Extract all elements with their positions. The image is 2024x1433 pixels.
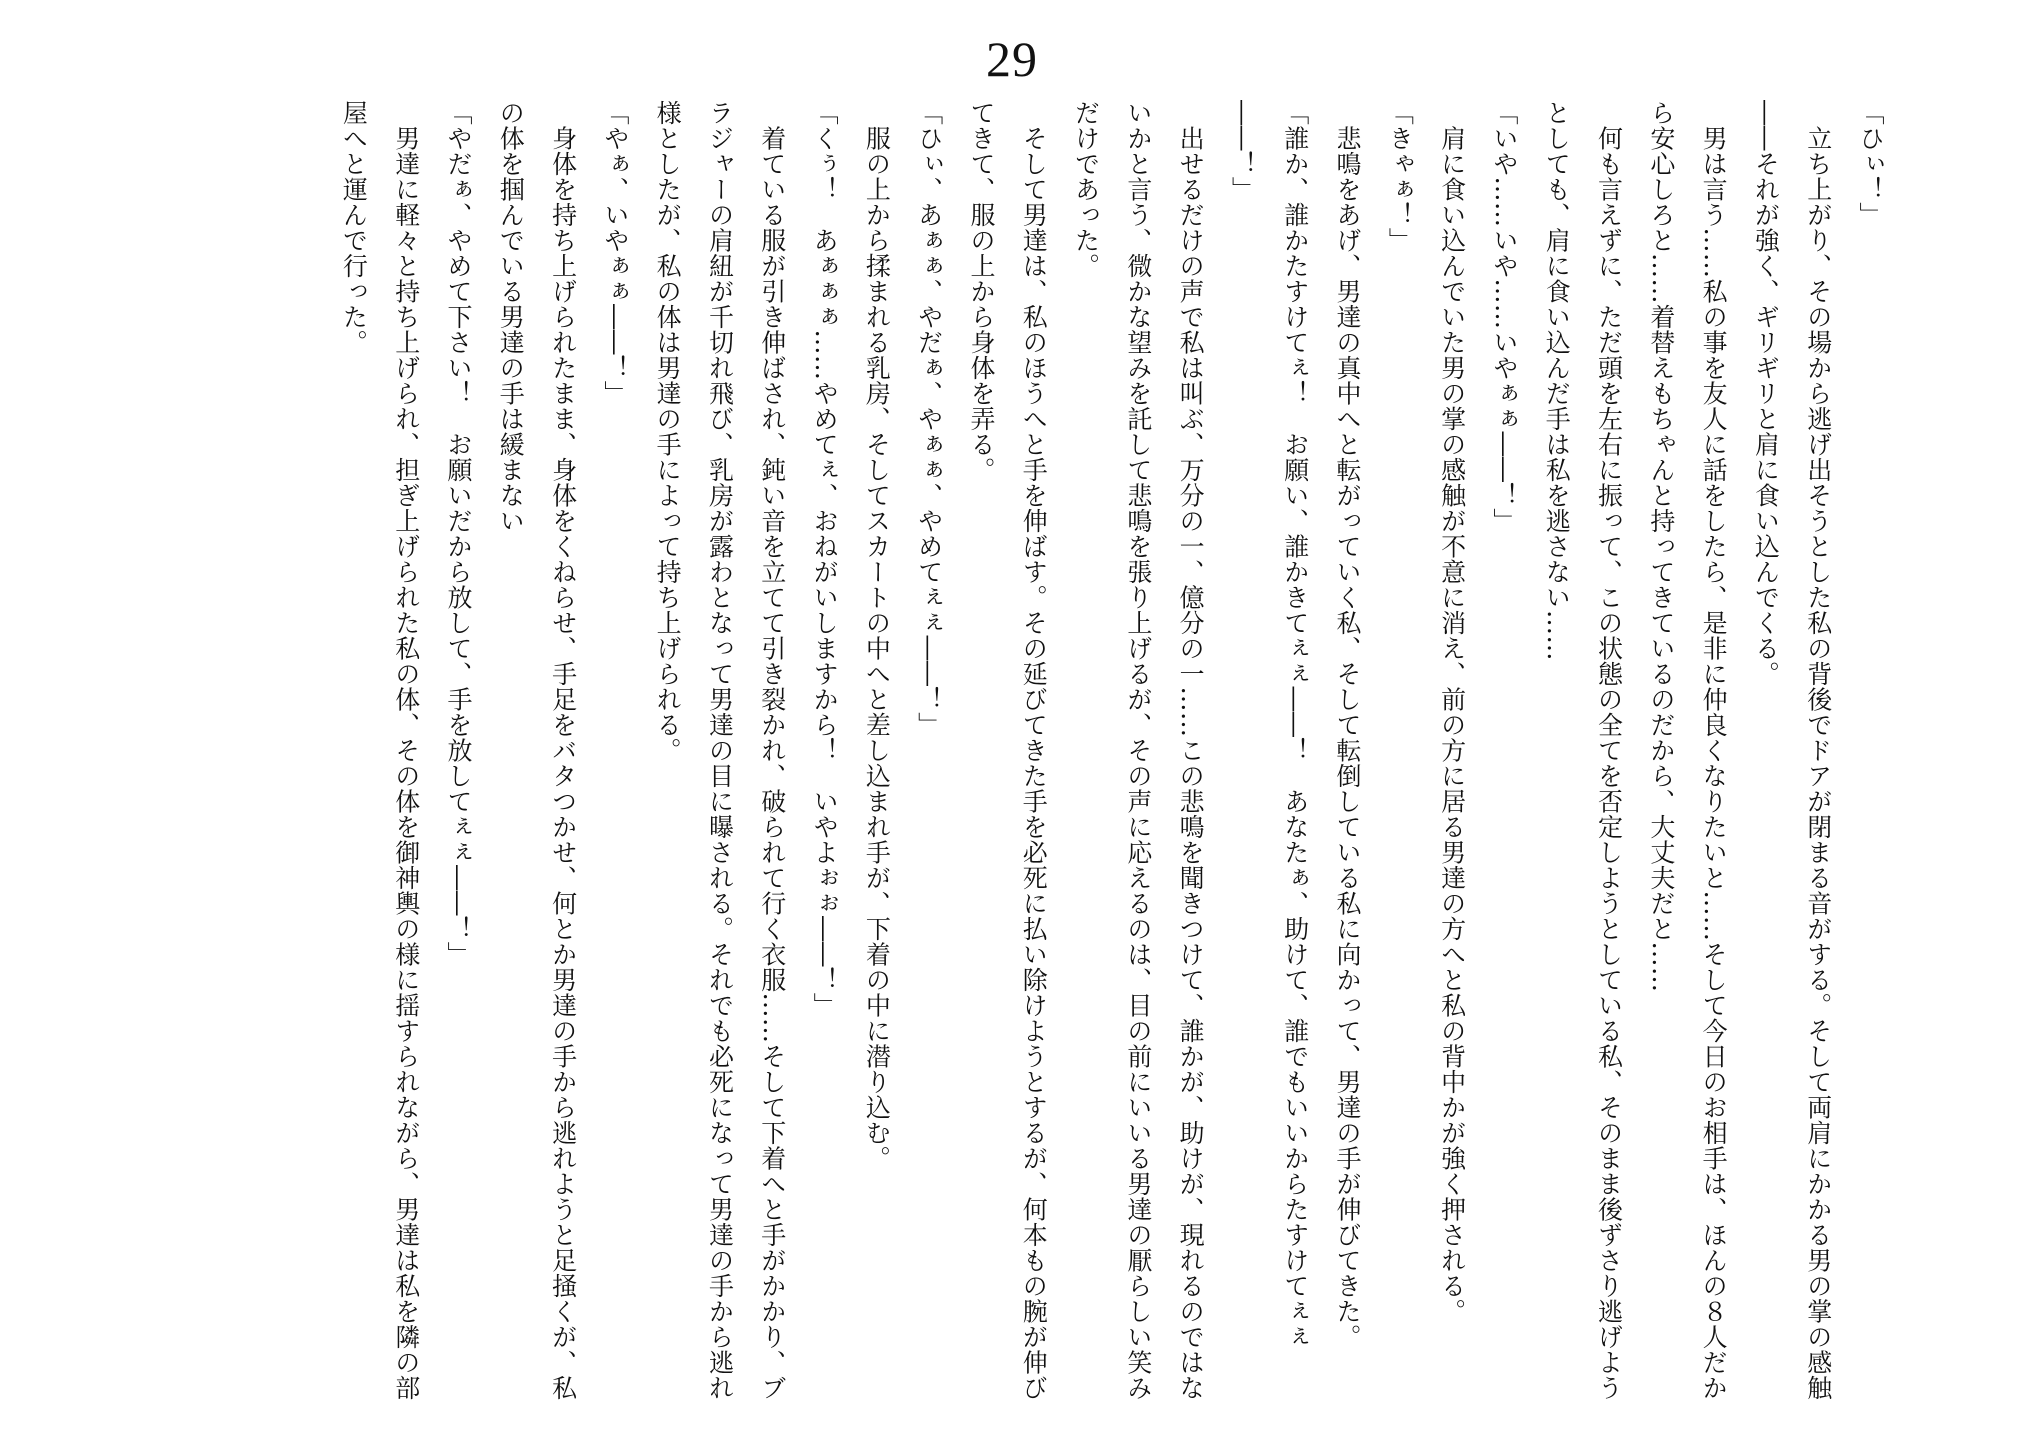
text-line: 「やだぁ、やめて下さい！ お願いだから放して、手を放してぇぇ――！」 [443,100,473,967]
text-line: 出せるだけの声で私は叫ぶ、万分の一、億分の一……この悲鳴を聞きつけて、誰かが、助けが、現れるのではないかと言う、微かな望みを託して悲鳴を張り上げるが、その声に応えるのは、目の前にいいる男達の厭らしい笑みだけであった。 [1071,100,1206,1401]
page-number: 29 [986,31,1038,87]
text-line: 「誰か、誰かたすけてぇ！ お願い、誰かきてぇぇ――！ あなたぁ、助けて、誰でもいいからたすけてぇぇ――！」 [1228,100,1310,1350]
text-line: 身体を持ち上げられたまま、身体をくねらせ、手足をバタつかせ、何とか男達の手から逃れようと足掻くが、私の体を掴んでいる男達の手は緩まない [496,100,578,1401]
text-line: 男は言う……私の事を友人に話をしたら、是非に仲良くなりたいと……そして今日のお相手は、ほんの８人だから安心しろと……着替えもちゃんと持ってきているのだから、大丈夫だと…… [1646,100,1729,1401]
text-line: 「ひぃ！」 [1856,100,1885,228]
text-line: 「きゃぁ！」 [1385,100,1415,253]
text-line: 「いや……いや……いやぁぁ――！」 [1489,100,1519,534]
text-line: 「やぁ、いやぁぁ――！」 [600,100,630,406]
text-line: 「くぅ！ あぁぁぁ……やめてぇ、おねがいしますから！ いやよぉぉ――！」 [810,100,840,1018]
text-line: 悲鳴をあげ、男達の真中へと転がっていく私、そして転倒している私に向かって、男達の手が伸びてきた。 [1333,100,1363,1350]
text-line: 服の上から揉まれる乳房、そしてスカートの中へと差し込まれ手が、下着の中に潜り込む。 [862,100,892,1171]
text-line: 着ている服が引き伸ばされ、鈍い音を立てて引き裂かれ、破られて行く衣服……そして下着へと手がかかり、ブラジャーの肩紐が千切れ飛び、乳房が露わとなって男達の目に曝される。それでも必死になって男達の手から逃れ様としたが、私の体は男達の手によって持ち上げられる。 [653,100,787,1401]
text-line: 何も言えずに、ただ頭を左右に振って、この状態の全てを否定しようとしている私、そのまま後ずさり逃げようとしても、肩に食い込んだ手は私を逃さない…… [1542,100,1624,1401]
vertical-body-text [106,100,1896,1410]
text-line: 「ひぃ、あぁぁ、やだぁ、やぁぁ、やめてぇぇ――！」 [914,100,944,738]
text-line: 肩に食い込んでいた男の掌の感触が不意に消え、前の方に居る男達の方へと私の背中かが強く押される。 [1437,100,1467,1324]
text-line: 男達に軽々と持ち上げられ、担ぎ上げられた私の体、その体を御神輿の様に揺すられながら、男達は私を隣の部屋へと運んで行った。 [339,100,421,1401]
text-line: そして男達は、私のほうへと手を伸ばす。その延びてきた手を必死に払い除けようとするが、何本もの腕が伸びてきて、服の上から身体を弄る。 [966,100,1049,1401]
text-line: 立ち上がり、その場から逃げ出そうとした私の背後でドアが閉まる音がする。そして両肩にかかる男の掌の感触――それが強く、ギリギリと肩に食い込んでくる。 [1751,100,1833,1401]
